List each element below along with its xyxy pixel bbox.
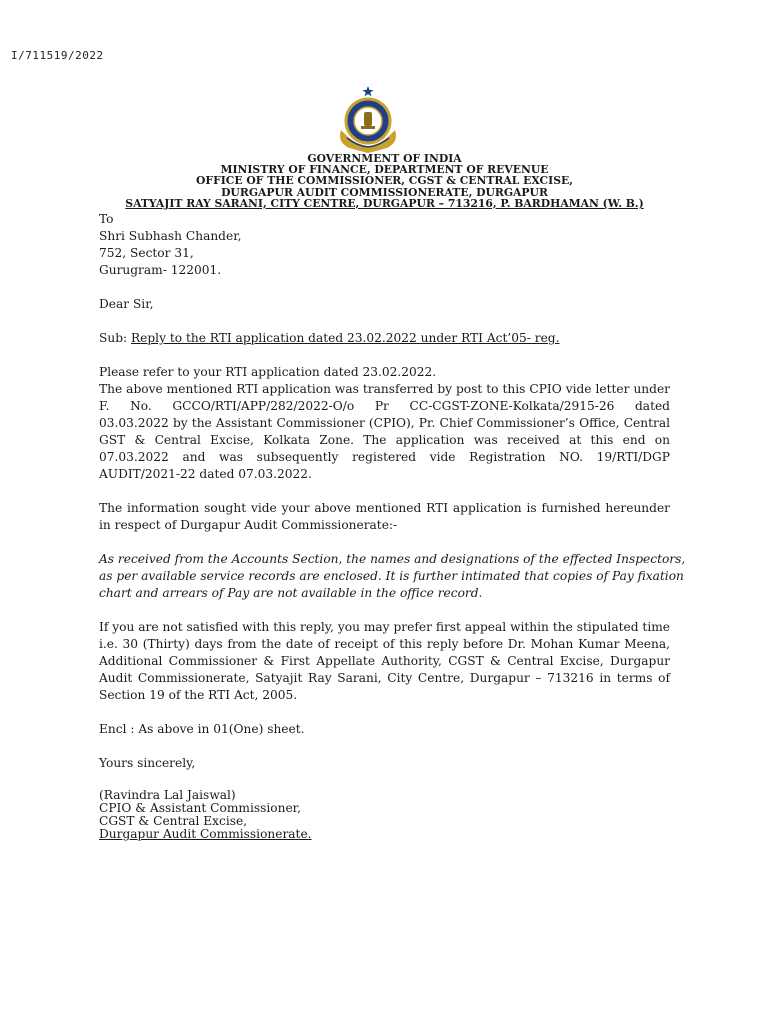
paragraph-line: 07.03.2022 and was subsequently registered vide Registration NO. 19/RTI/DGP [99, 450, 670, 464]
subject-text: Reply to the RTI application dated 23.02.2022 under RTI Act’05- reg. [130, 331, 560, 345]
paragraph-line: Audit Commissionerate, Satyajit Ray Sarani, City Centre, Durgapur – 713216 in terms of [99, 671, 670, 685]
paragraph-line: in respect of Durgapur Audit Commissionerate:- [99, 518, 398, 532]
paragraph-appeal [99, 619, 670, 704]
letter-body [99, 211, 686, 841]
paragraph-line: AUDIT/2021-22 dated 07.03.2022. [99, 467, 312, 481]
signatory-office: Durgapur Audit Commissionerate. [99, 827, 312, 841]
subject-prefix: Sub: [99, 331, 131, 345]
enclosure-note: Encl : As above in 01(One) sheet. [99, 722, 305, 736]
paragraph-reference [99, 364, 670, 483]
addressee-block [99, 211, 670, 279]
closing: Yours sincerely, [99, 756, 196, 770]
signature-block [99, 789, 670, 841]
addressee-line: 752, Sector 31, [99, 246, 194, 260]
letterhead-line-ministry: MINISTRY OF FINANCE, DEPARTMENT OF REVENUE [220, 163, 549, 177]
paragraph-reply [99, 551, 686, 602]
subject-line [99, 330, 670, 347]
paragraph-line: Please refer to your RTI application dated 23.02.2022. [99, 365, 437, 379]
paragraph-line: The information sought vide your above mentioned RTI application is furnished hereunder [99, 501, 670, 515]
signatory-department: CGST & Central Excise, [99, 814, 248, 828]
paragraph-information [99, 500, 670, 534]
letterhead-line-office: OFFICE OF THE COMMISSIONER, CGST & CENTRAL EXCISE, [196, 174, 573, 188]
letterhead-address: SATYAJIT RAY SARANI, CITY CENTRE, DURGAPUR – 713216, P. BARDHAMAN (W. B.) [125, 196, 644, 210]
addressee-line: Gurugram- 122001. [99, 263, 222, 277]
paragraph-line: as per available service records are enclosed. It is further intimated that copies of Pay fixation [99, 569, 684, 583]
cbic-emblem-icon [331, 84, 405, 156]
paragraph-line: Additional Commissioner & First Appellate Authority, CGST & Central Excise, Durgapur [99, 654, 670, 668]
addressee-line: To [99, 212, 114, 226]
paragraph-line: GST & Central Excise, Kolkata Zone. The application was received at this end on [99, 433, 670, 447]
signatory-designation: CPIO & Assistant Commissioner, [99, 801, 302, 815]
paragraph-line: F. No. GCCO/RTI/APP/282/2022-O/o Pr CC-CGST-ZONE-Kolkata/2915-26 dated [99, 399, 670, 413]
signatory-name: (Ravindra Lal Jaiswal) [99, 788, 236, 802]
document-reference-number: I/711519/2022 [11, 49, 104, 62]
salutation: Dear Sir, [99, 297, 154, 311]
addressee-line: Shri Subhash Chander, [99, 229, 242, 243]
paragraph-line: If you are not satisfied with this reply, you may prefer first appeal within the stipulated time [99, 620, 670, 634]
paragraph-line: As received from the Accounts Section, the names and designations of the effected Inspectors, [99, 552, 686, 566]
letterhead-line-government: GOVERNMENT OF INDIA [307, 152, 462, 165]
paragraph-line: The above mentioned RTI application was transferred by post to this CPIO vide letter under [99, 382, 670, 396]
letterhead-line-commissionerate: DURGAPUR AUDIT COMMISSIONERATE, DURGAPUR [221, 185, 548, 199]
paragraph-line: 03.03.2022 by the Assistant Commissioner (CPIO), Pr. Chief Commissioner’s Office, Central [99, 416, 670, 430]
paragraph-line: chart and arrears of Pay are not available in the office record. [99, 586, 483, 600]
paragraph-line: i.e. 30 (Thirty) days from the date of receipt of this reply before Dr. Mohan Kumar Meena, [99, 637, 670, 651]
paragraph-line: Section 19 of the RTI Act, 2005. [99, 688, 298, 702]
letterhead [99, 153, 670, 209]
